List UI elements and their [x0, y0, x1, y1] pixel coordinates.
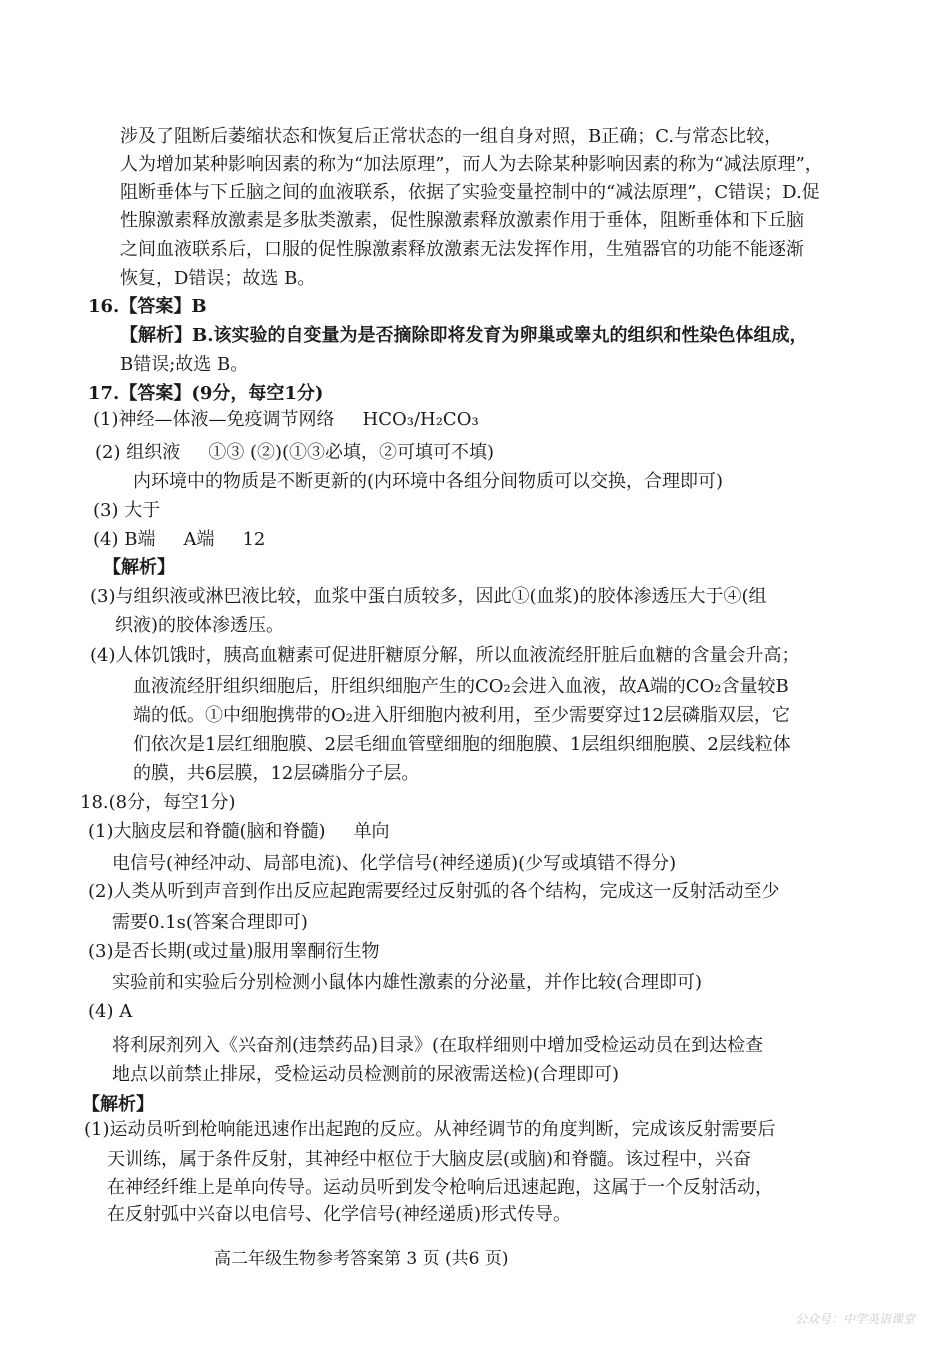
answer-row-2	[95, 442, 494, 464]
answer-1c: 电信号(神经冲动、局部电流)、化学信号(神经递质)(少写或填错不得分)	[112, 853, 677, 874]
page-footer: 高二年级生物参考答案第 3 页 (共6 页)	[214, 1249, 509, 1269]
text-line: 人为增加某种影响因素的称为“加法原理”，而人为去除某种影响因素的称为“减法原理”，	[120, 154, 823, 175]
answer-4: (4) A	[88, 1001, 133, 1022]
text-line: 阻断垂体与下丘脑之间的血液联系，依据了实验变量控制中的“减法原理”，C错误；D.促	[120, 182, 820, 203]
analysis-line: (1)运动员听到枪响能迅速作出起跑的反应。从神经调节的角度判断，完成该反射需要后	[84, 1119, 776, 1140]
answer-1b: HCO₃/H₂CO₃	[362, 409, 479, 430]
text-line: 性腺激素释放激素是多肽类激素，促性腺激素释放激素作用于垂体，阻断垂体和下丘脑	[120, 210, 804, 231]
analysis-line: 织液)的胶体渗透压。	[115, 615, 285, 636]
analysis-line: B错误;故选 B。	[120, 354, 249, 375]
answer-row-4	[93, 529, 265, 551]
answer-2: (2)人类从听到声音到作出反应起跑需要经过反射弧的各个结构，完成这一反射活动至少	[88, 881, 780, 902]
answer-2b: 需要0.1s(答案合理即可)	[112, 912, 308, 933]
analysis-line: (3)与组织液或淋巴液比较，血浆中蛋白质较多，因此①(血浆)的胶体渗透压大于④(组	[90, 586, 767, 607]
answer-1: (1)神经—体液—免疫调节网络	[93, 409, 335, 430]
answer-2: (2) 组织液	[95, 442, 181, 463]
answer-heading: 17.【答案】(9分，每空1分)	[88, 383, 324, 404]
analysis-line: 在神经纤维上是单向传导。运动员听到发令枪响后迅速起跑，这属于一个反射活动，	[107, 1177, 773, 1198]
answer-3b: 实验前和实验后分别检测小鼠体内雄性激素的分泌量，并作比较(合理即可)	[112, 972, 703, 993]
answer-1b: 单向	[353, 821, 390, 842]
analysis-line: 在反射弧中兴奋以电信号、化学信号(神经递质)形式传导。	[107, 1204, 572, 1225]
answer-3: (3) 大于	[93, 500, 161, 521]
text-line: 涉及了阻断后萎缩状态和恢复后正常状态的一组自身对照，B正确；C.与常态比较，	[120, 126, 783, 147]
text-line: 之间血液联系后，口服的促性腺激素释放激素无法发挥作用，生殖器官的功能不能逐渐	[120, 239, 804, 260]
answer-4c: 12	[242, 529, 266, 550]
answer-row-1	[93, 409, 479, 431]
answer-row-1	[88, 821, 390, 843]
answer-heading: 16.【答案】B	[88, 296, 207, 317]
answer-1: (1)大脑皮层和脊髓(脑和脊髓)	[88, 821, 326, 842]
text-line: 恢复，D错误；故选 B。	[120, 268, 316, 289]
analysis-label: 【解析】	[82, 1094, 154, 1115]
analysis-line: 的膜，共6层膜，12层磷脂分子层。	[133, 763, 420, 784]
analysis-line: 血液流经肝组织细胞后，肝组织细胞产生的CO₂会进入血液，故A端的CO₂含量较B	[133, 676, 789, 697]
answer-4c: 地点以前禁止排尿，受检运动员检测前的尿液需送检)(合理即可)	[112, 1064, 620, 1085]
answer-4b: 将利尿剂列入《兴奋剂(违禁药品)目录》(在取样细则中增加受检运动员在到达检查	[112, 1035, 764, 1056]
answer-heading: 18.(8分，每空1分)	[80, 792, 236, 813]
analysis-line: 【解析】B.该实验的自变量为是否摘除即将发育为卵巢或睾丸的组织和性染色体组成，	[120, 325, 808, 346]
answer-4: (4) B端	[93, 529, 156, 550]
analysis-line: 端的低。①中细胞携带的O₂进入肝细胞内被利用，至少需要穿过12层磷脂双层，它	[133, 705, 790, 726]
analysis-line: 们依次是1层红细胞膜、2层毛细血管壁细胞的细胞膜、1层组织细胞膜、2层线粒体	[133, 734, 791, 755]
analysis-line: (4)人体饥饿时，胰高血糖素可促进肝糖原分解，所以血液流经肝脏后血糖的含量会升高；	[90, 645, 800, 666]
watermark: 公众号：中学英语课堂	[795, 1312, 916, 1326]
answer-2c: 内环境中的物质是不断更新的(内环境中各组分间物质可以交换，合理即可)	[133, 471, 724, 492]
analysis-label: 【解析】	[103, 557, 175, 578]
answer-3: (3)是否长期(或过量)服用睾酮衍生物	[88, 941, 380, 962]
analysis-line: 天训练，属于条件反射，其神经中枢位于大脑皮层(或脑)和脊髓。该过程中，兴奋	[107, 1149, 752, 1170]
answer-2b: ①③ (②)(①③必填，②可填可不填)	[208, 442, 495, 463]
answer-4b: A端	[183, 529, 215, 550]
